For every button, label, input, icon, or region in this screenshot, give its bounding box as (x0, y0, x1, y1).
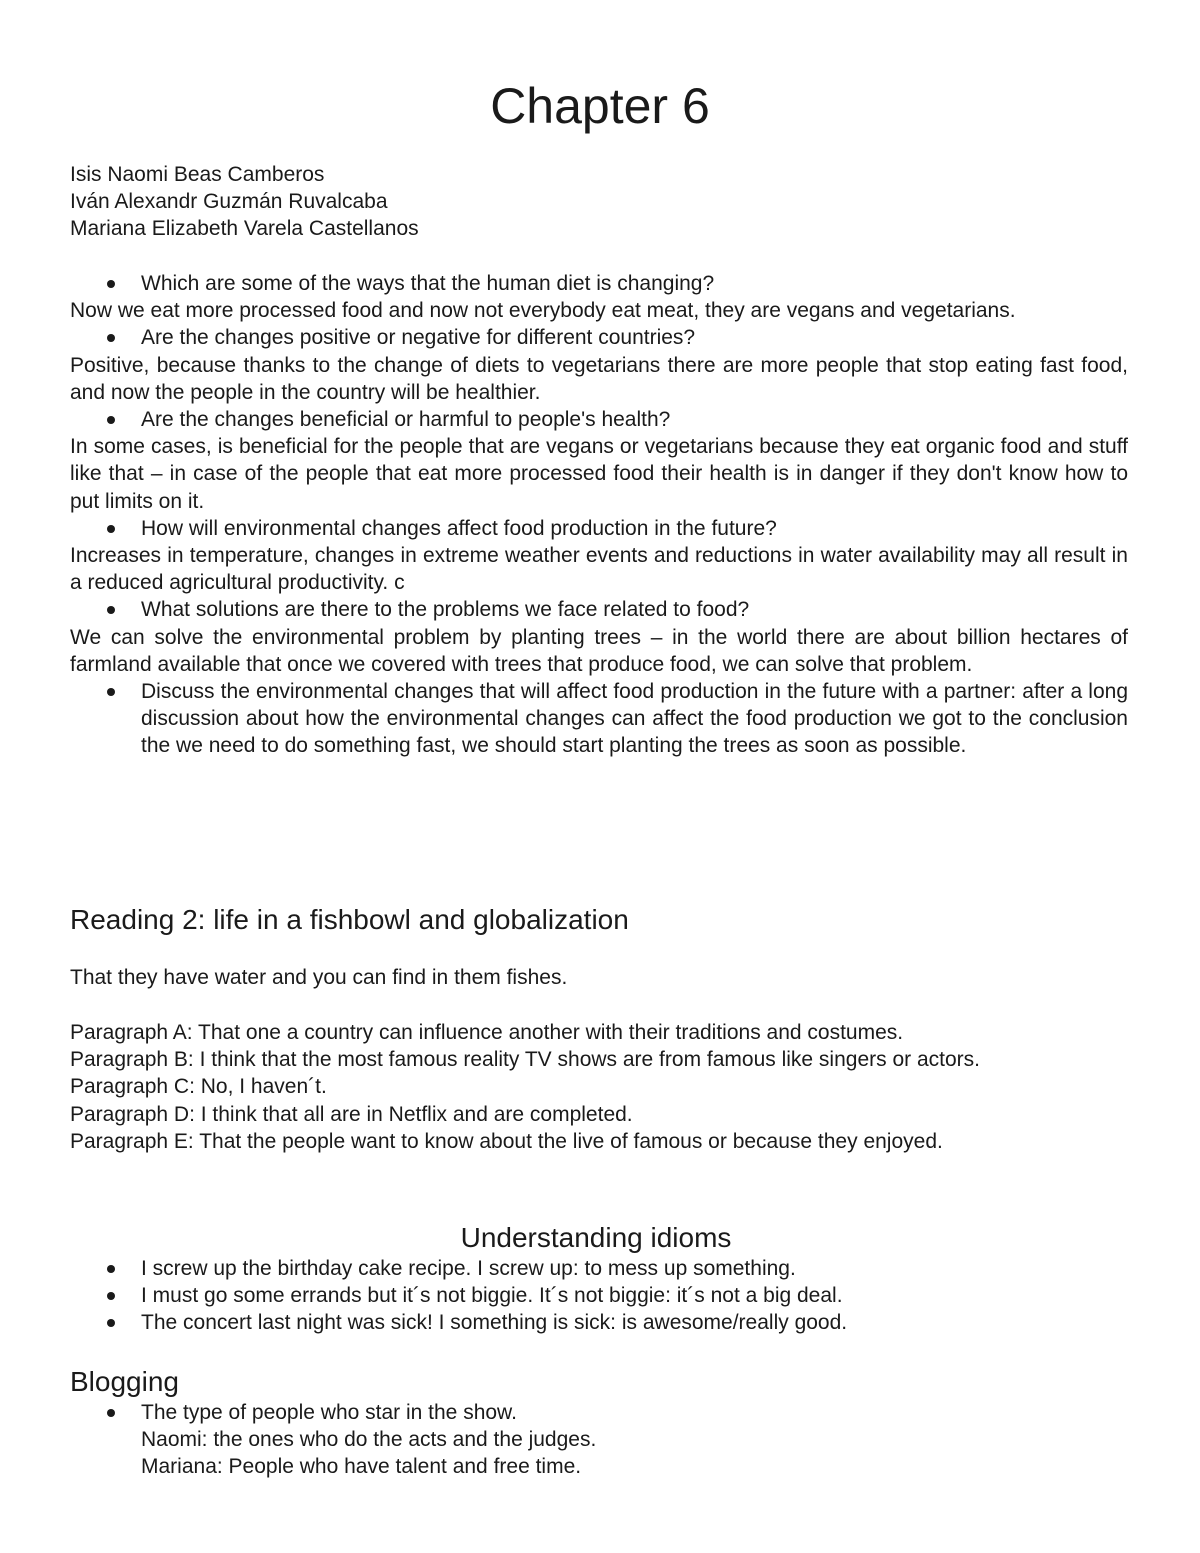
question-item: Which are some of the ways that the human diet is changing? (70, 270, 1128, 297)
question-answer-list (70, 270, 1128, 760)
idioms-list (70, 1255, 1130, 1337)
blogging-heading: Blogging (70, 1366, 179, 1397)
blogging-answer: Mariana: People who have talent and free time. (141, 1455, 582, 1479)
answer-text: Increases in temperature, changes in extreme weather events and reductions in water availability may all result in a reduced agricultural productivity. c (70, 544, 1128, 595)
blogging-question: The type of people who star in the show. (70, 1399, 1130, 1426)
reading-2-heading: Reading 2: life in a fishbowl and globalization (70, 904, 629, 935)
question-item: Are the changes beneficial or harmful to people's health? (70, 406, 1128, 433)
blogging-answer: Naomi: the ones who do the acts and the judges. (141, 1428, 597, 1452)
paragraph-answer: Paragraph B: I think that the most famous reality TV shows are from famous like singers or actors. (70, 1048, 980, 1072)
paragraph-answers (70, 1019, 980, 1155)
author-name: Mariana Elizabeth Varela Castellanos (70, 217, 419, 241)
author-name: Isis Naomi Beas Camberos (70, 163, 325, 186)
idiom-item: I screw up the birthday cake recipe. I screw up: to mess up something. (70, 1255, 1130, 1282)
paragraph-answer: Paragraph D: I think that all are in Netflix and are completed. (70, 1102, 633, 1126)
paragraph-answer: Paragraph A: That one a country can influence another with their traditions and costumes. (70, 1021, 904, 1044)
page-title: Chapter 6 (490, 78, 710, 134)
author-list (70, 161, 1130, 243)
question-item: Discuss the environmental changes that will affect food production in the future with a partner: after a long discussion about how the environmental changes can affect the food production we got to the conclusion the we need to do something fast, we should start planting the trees as soon as possible. (70, 678, 1128, 760)
blogging-list (70, 1399, 1130, 1481)
idiom-item: The concert last night was sick! I something is sick: is awesome/really good. (70, 1309, 1130, 1336)
author-name: Iván Alexandr Guzmán Ruvalcaba (70, 190, 388, 214)
paragraph-answer: Paragraph E: That the people want to know about the live of famous or because they enjoyed. (70, 1129, 943, 1153)
question-item: What solutions are there to the problems we face related to food? (70, 596, 1128, 623)
paragraph-answer: Paragraph C: No, I haven´t. (70, 1075, 327, 1099)
question-item: How will environmental changes affect food production in the future? (70, 515, 1128, 542)
idioms-heading: Understanding idioms (460, 1222, 732, 1253)
reading-2-intro: That they have water and you can find in them fishes. (70, 966, 568, 989)
idiom-item: I must go some errands but it´s not biggie. It´s not biggie: it´s not a big deal. (70, 1282, 1130, 1309)
answer-text: We can solve the environmental problem by planting trees – in the world there are about billion hectares of farmland available that once we covered with trees that produce food, we can solve that problem. (70, 625, 1128, 676)
answer-text: Positive, because thanks to the change of diets to vegetarians there are more people that stop eating fast food, and now the people in the country will be healthier. (70, 353, 1128, 404)
answer-text: Now we eat more processed food and now not everybody eat meat, they are vegans and vegetarians. (70, 299, 1016, 323)
question-item: Are the changes positive or negative for different countries? (70, 324, 1128, 351)
answer-text: In some cases, is beneficial for the people that are vegans or vegetarians because they eat organic food and stuff like that – in case of the people that eat more processed food their health is in danger if they don't know how to put limits on it. (70, 435, 1128, 513)
